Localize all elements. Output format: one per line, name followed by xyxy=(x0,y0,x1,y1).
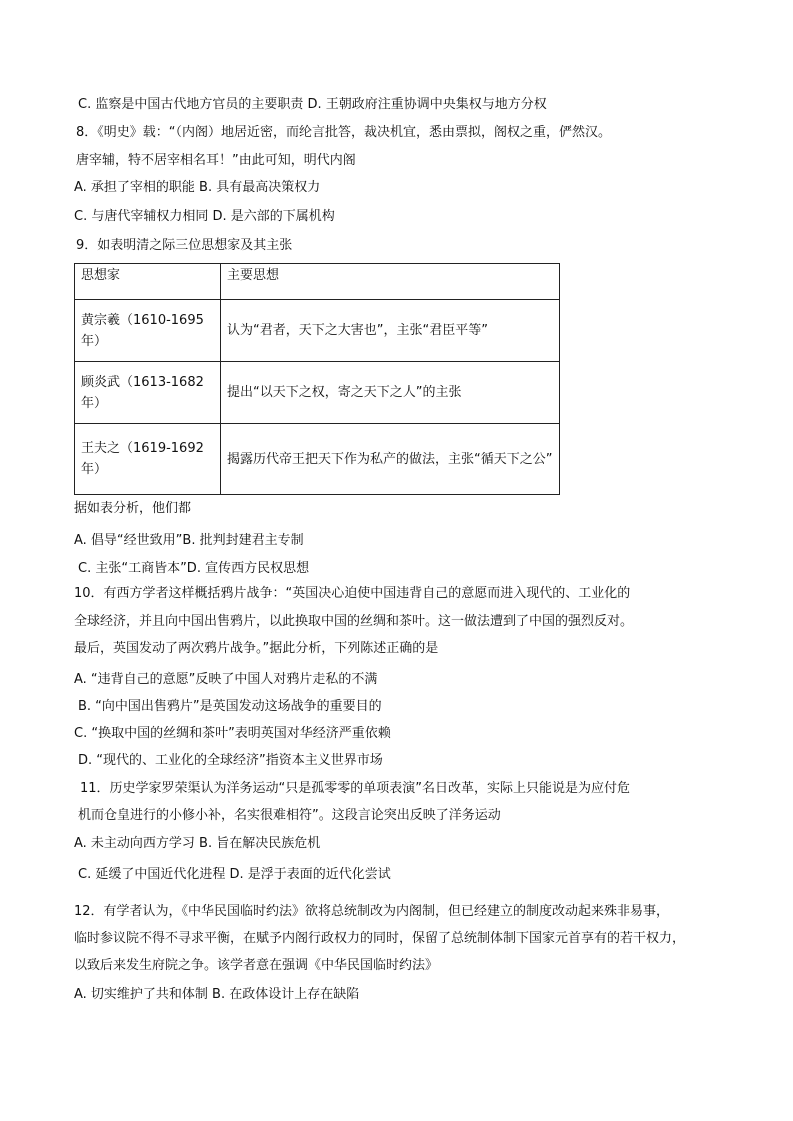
q10-option-d: D. “现代的、工业化的全球经济”指资本主义世界市场 xyxy=(78,753,383,768)
q8-options-cd: C. 与唐代宰辅权力相同 D. 是六部的下属机构 xyxy=(74,209,335,224)
q11-options-ab: A. 未主动向西方学习 B. 旨在解决民族危机 xyxy=(74,836,321,851)
q9-stem: 9．如表明清之际三位思想家及其主张 xyxy=(76,238,293,253)
table-header-row xyxy=(75,264,560,300)
q10-option-c: C. “换取中国的丝绸和茶叶”表明英国对华经济严重依赖 xyxy=(74,726,391,741)
q9-after-table: 据如表分析，他们都 xyxy=(74,501,192,516)
thinker-name: 顾炎武（1613-1682年） xyxy=(75,362,221,424)
table-row xyxy=(75,424,560,495)
thinkers-table xyxy=(74,263,560,495)
thinker-name: 王夫之（1619-1692年） xyxy=(75,424,221,495)
table-header-cell: 思想家 xyxy=(75,264,221,300)
q9-options-ab: A. 倡导“经世致用”B. 批判封建君主专制 xyxy=(74,533,304,548)
q12-stem-line2: 临时参议院不得不寻求平衡，在赋予内阁行政权力的同时，保留了总统制体制下国家元首享有的若干权力， xyxy=(74,931,686,946)
q10-stem-line1: 10．有西方学者这样概括鸦片战争：“英国决心迫使中国违背自己的意愿而进入现代的、工业化的 xyxy=(74,586,631,601)
q11-stem-line2: 机而仓皇进行的小修小补，名实很难相符”。这段言论突出反映了洋务运动 xyxy=(78,808,501,823)
table-row xyxy=(75,362,560,424)
thinker-name: 黄宗羲（1610-1695年） xyxy=(75,300,221,362)
q12-stem-line3: 以致后来发生府院之争。该学者意在强调《中华民国临时约法》 xyxy=(74,958,439,973)
q9-options-cd: C. 主张“工商皆本”D. 宣传西方民权思想 xyxy=(78,561,310,576)
table-row xyxy=(75,300,560,362)
q8-stem-line1: 8．《明史》载：“（内阁）地居近密，而纶言批答，裁决机宜，悉由票拟，阁权之重，俨然汉。 xyxy=(76,125,612,140)
q10-option-a: A. “违背自己的意愿”反映了中国人对鸦片走私的不满 xyxy=(74,672,378,687)
q8-options-ab: A. 承担了宰相的职能 B. 具有最高决策权力 xyxy=(74,180,321,195)
q10-stem-line3: 最后，英国发动了两次鸦片战争。”据此分析，下列陈述正确的是 xyxy=(74,641,439,656)
thinker-idea: 揭露历代帝王把天下作为私产的做法，主张“循天下之公” xyxy=(221,424,560,495)
q11-options-cd: C. 延缓了中国近代化进程 D. 是浮于表面的近代化尝试 xyxy=(78,867,391,882)
q7-options-cd: C. 监察是中国古代地方官员的主要职责 D. 王朝政府注重协调中央集权与地方分权 xyxy=(78,97,547,112)
table-header-cell: 主要思想 xyxy=(221,264,560,300)
q10-option-b: B. “向中国出售鸦片”是英国发动这场战争的重要目的 xyxy=(78,699,382,714)
q8-stem-line2: 唐宰辅，特不居宰相名耳！”由此可知，明代内阁 xyxy=(76,153,356,168)
q12-options-ab: A. 切实维护了共和体制 B. 在政体设计上存在缺陷 xyxy=(74,987,360,1002)
q10-stem-line2: 全球经济，并且向中国出售鸦片，以此换取中国的丝绸和茶叶。这一做法遭到了中国的强烈反对。 xyxy=(74,614,634,629)
q12-stem-line1: 12．有学者认为，《中华民国临时约法》欲将总统制改为内阁制，但已经建立的制度改动起来殊非易事， xyxy=(74,904,670,919)
q11-stem-line1: 11．历史学家罗荣渠认为洋务运动“只是孤零零的单项表演”名日改革，实际上只能说是为应付危 xyxy=(80,781,631,796)
thinker-idea: 提出“以天下之权，寄之天下之人”的主张 xyxy=(221,362,560,424)
thinker-idea: 认为“君者，天下之大害也”，主张“君臣平等” xyxy=(221,300,560,362)
